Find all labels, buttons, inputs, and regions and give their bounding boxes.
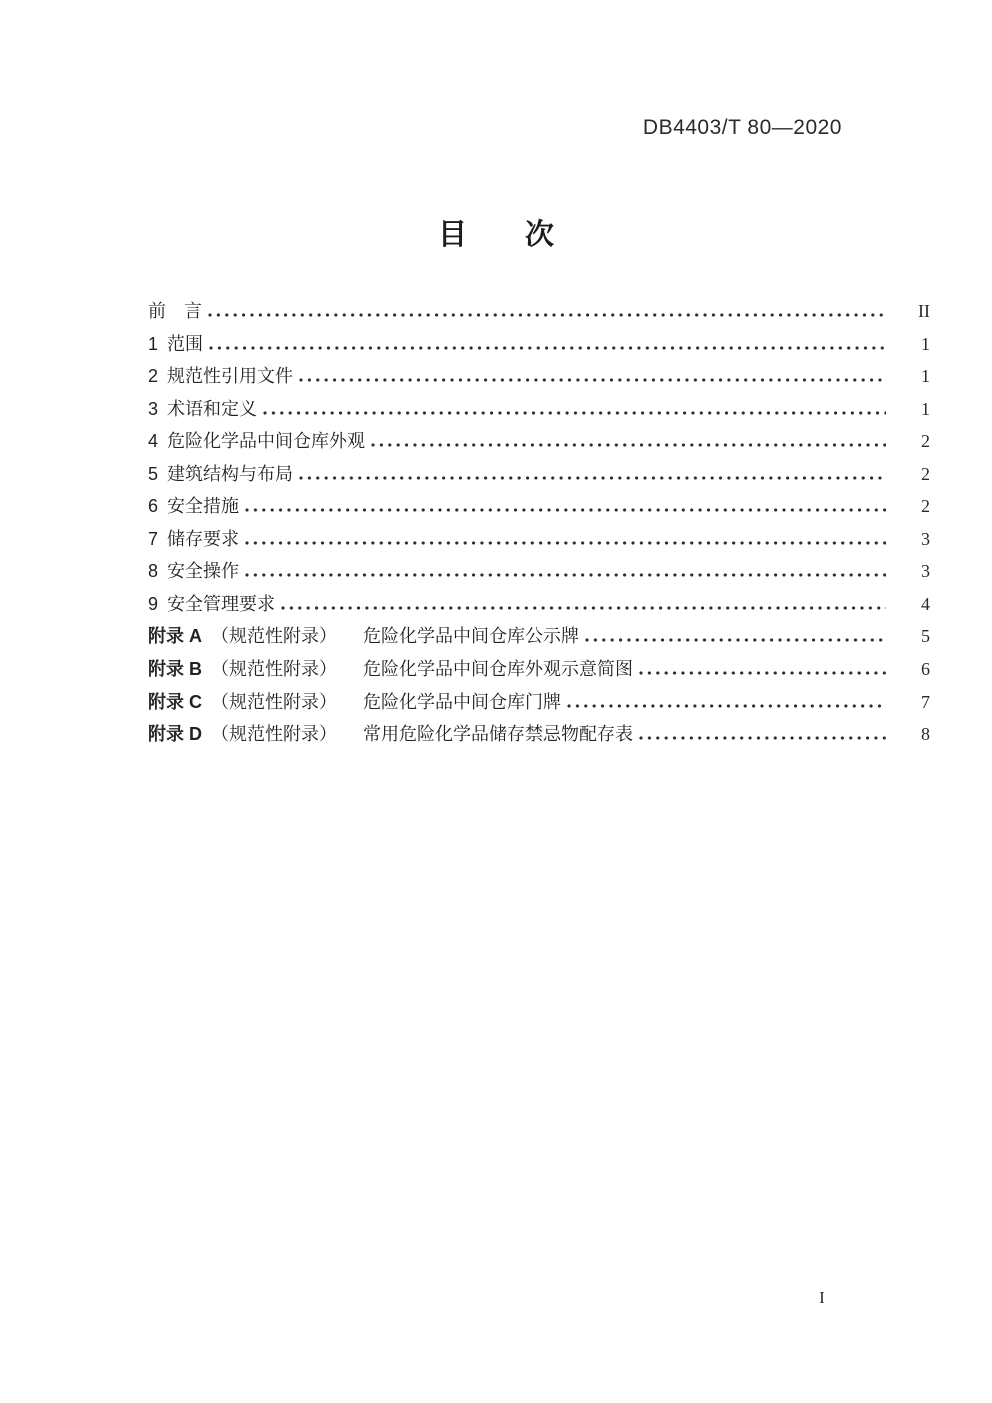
toc-entry-page: 3	[921, 561, 930, 582]
dot-leader	[639, 671, 886, 675]
toc-entry-label: 常用危险化学品储存禁忌物配存表	[363, 724, 633, 745]
toc-entry-label: 规范性引用文件	[167, 366, 294, 387]
toc-entry-annotation: （规范性附录）	[211, 724, 337, 745]
toc-entry-label: 安全措施	[167, 496, 240, 517]
toc-entry-number: 8	[148, 561, 159, 582]
dot-leader	[639, 736, 886, 740]
toc-entry-number: 1	[148, 333, 159, 354]
toc-entry-label: 安全管理要求	[167, 593, 276, 614]
toc-entry-label: 范围	[167, 333, 204, 354]
toc-list	[148, 295, 930, 751]
toc-entry-label: 危险化学品中间仓库外观	[167, 431, 366, 452]
toc-entry-number: 附录 B	[148, 659, 202, 680]
dot-leader	[567, 704, 886, 708]
page-title: 目 次	[437, 219, 554, 251]
toc-entry-page: 2	[921, 496, 930, 517]
toc-entry-page: 1	[921, 333, 930, 354]
dot-leader	[371, 443, 886, 447]
toc-entry-number: 附录 A	[148, 626, 202, 647]
toc-entry-number: 2	[148, 366, 159, 387]
toc-entry	[148, 360, 930, 393]
toc-entry-number: 3	[148, 398, 159, 419]
footer-page-number: I	[819, 1288, 825, 1307]
dot-leader	[281, 606, 886, 610]
toc-entry	[148, 425, 930, 458]
dot-leader	[585, 638, 886, 642]
toc-entry-page: 5	[921, 626, 930, 647]
toc-entry-annotation: （规范性附录）	[211, 659, 337, 680]
toc-entry-page: 2	[921, 431, 930, 452]
toc-entry-page: 3	[921, 528, 930, 549]
toc-entry	[148, 328, 930, 361]
dot-leader	[299, 476, 886, 480]
toc-entry	[148, 686, 930, 719]
toc-entry-page: 2	[921, 463, 930, 484]
dot-leader	[209, 346, 886, 350]
toc-entry-number: 9	[148, 593, 159, 614]
dot-leader	[245, 541, 886, 545]
toc-entry	[148, 718, 930, 751]
toc-entry	[148, 653, 930, 686]
toc-entry-number: 附录 D	[148, 724, 202, 745]
toc-entry-label: 危险化学品中间仓库公示牌	[363, 626, 579, 647]
dot-leader	[263, 411, 886, 415]
toc-entry-label: 危险化学品中间仓库门牌	[363, 691, 561, 712]
toc-entry-label: 储存要求	[167, 528, 240, 549]
toc-entry-annotation: （规范性附录）	[211, 691, 337, 712]
toc-entry	[148, 620, 930, 653]
toc-entry	[148, 490, 930, 523]
toc-entry	[148, 523, 930, 556]
toc-entry-page: 7	[921, 691, 930, 712]
toc-entry	[148, 588, 930, 621]
toc-entry-number: 附录 C	[148, 691, 202, 712]
standard-number: DB4403/T 80—2020	[642, 116, 842, 139]
toc-entry-number: 7	[148, 528, 159, 549]
toc-entry-page: 4	[921, 593, 930, 614]
toc-entry	[148, 393, 930, 426]
dot-leader	[208, 313, 886, 317]
toc-entry-number: 4	[148, 431, 159, 452]
toc-entry-page: 1	[921, 398, 930, 419]
toc-entry	[148, 555, 930, 588]
toc-entry-label: 危险化学品中间仓库外观示意简图	[363, 659, 633, 680]
toc-entry-number: 5	[148, 463, 159, 484]
toc-entry-label: 术语和定义	[167, 398, 258, 419]
toc-entry-page: 6	[921, 659, 930, 680]
toc-entry-number: 6	[148, 496, 159, 517]
dot-leader	[245, 508, 886, 512]
toc-entry	[148, 458, 930, 491]
toc-entry-label: 安全操作	[167, 561, 240, 582]
dot-leader	[299, 378, 886, 382]
toc-entry	[148, 295, 930, 328]
toc-entry-label: 建筑结构与布局	[167, 463, 294, 484]
toc-entry-annotation: （规范性附录）	[211, 626, 337, 647]
toc-entry-page: 1	[921, 366, 930, 387]
toc-entry-page: II	[918, 301, 930, 321]
toc-entry-page: 8	[921, 724, 930, 745]
toc-entry-label: 前 言	[148, 301, 202, 321]
dot-leader	[245, 573, 886, 577]
